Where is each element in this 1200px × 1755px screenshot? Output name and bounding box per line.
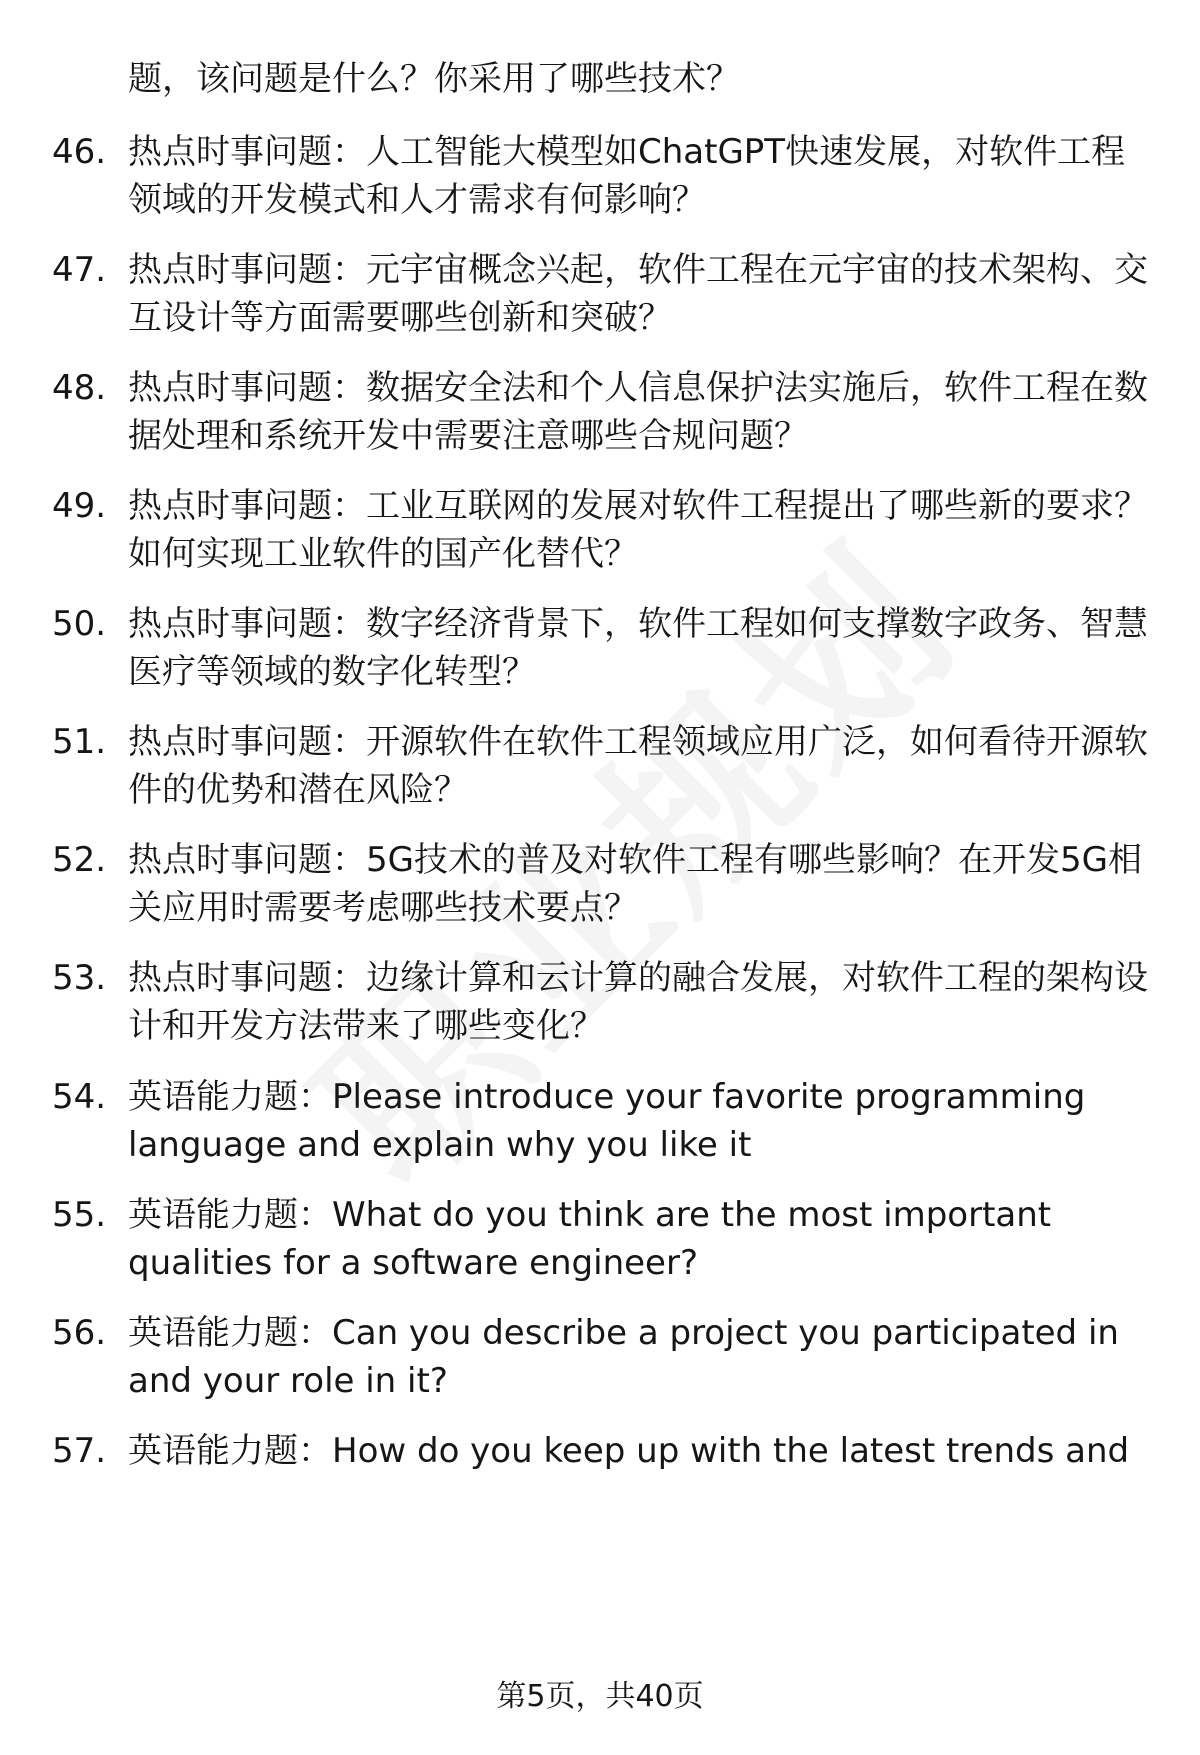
question-text: 热点时事问题：边缘计算和云计算的融合发展，对软件工程的架构设计和开发方法带来了哪些变化？ [128, 958, 1148, 1046]
question-number: 50. [52, 604, 107, 644]
question-text: 英语能力题：Can you describe a project you participated in and your role in it? [128, 1313, 1119, 1401]
continuation-text: 题，该问题是什么？你采用了哪些技术？ [128, 59, 740, 99]
question-text: 英语能力题：Please introduce your favorite programming language and explain why you like it [128, 1077, 1086, 1165]
question-number: 52. [52, 840, 107, 880]
question-text: 英语能力题：How do you keep up with the latest trends and [128, 1431, 1130, 1471]
question-number: 51. [52, 722, 107, 762]
question-text: 热点时事问题：工业互联网的发展对软件工程提出了哪些新的要求？如何实现工业软件的国产化替代？ [128, 486, 1148, 574]
question-text: 热点时事问题：数据安全法和个人信息保护法实施后，软件工程在数据处理和系统开发中需要注意哪些合规问题？ [128, 368, 1148, 456]
question-number: 46. [52, 132, 107, 172]
question-number: 54. [52, 1077, 107, 1117]
question-number: 49. [52, 486, 107, 526]
question-text: 英语能力题：What do you think are the most important qualities for a software engineer? [128, 1195, 1052, 1283]
question-text: 热点时事问题：数字经济背景下，软件工程如何支撑数字政务、智慧医疗等领域的数字化转型？ [128, 604, 1148, 692]
question-text: 热点时事问题：开源软件在软件工程领域应用广泛，如何看待开源软件的优势和潜在风险？ [128, 722, 1148, 810]
page-number-footer: 第5页，共40页 [496, 1679, 704, 1714]
question-number: 47. [52, 250, 107, 290]
question-number: 55. [52, 1195, 107, 1235]
question-text: 热点时事问题：5G技术的普及对软件工程有哪些影响？在开发5G相关应用时需要考虑哪些技术要点？ [128, 840, 1142, 928]
question-number: 53. [52, 958, 107, 998]
question-number: 56. [52, 1313, 107, 1353]
question-text: 热点时事问题：元宇宙概念兴起，软件工程在元宇宙的技术架构、交互设计等方面需要哪些创新和突破？ [128, 250, 1148, 338]
question-number: 57. [52, 1431, 107, 1471]
question-number: 48. [52, 368, 107, 408]
question-text: 热点时事问题：人工智能大模型如ChatGPT快速发展，对软件工程领域的开发模式和人才需求有何影响？ [128, 132, 1126, 220]
